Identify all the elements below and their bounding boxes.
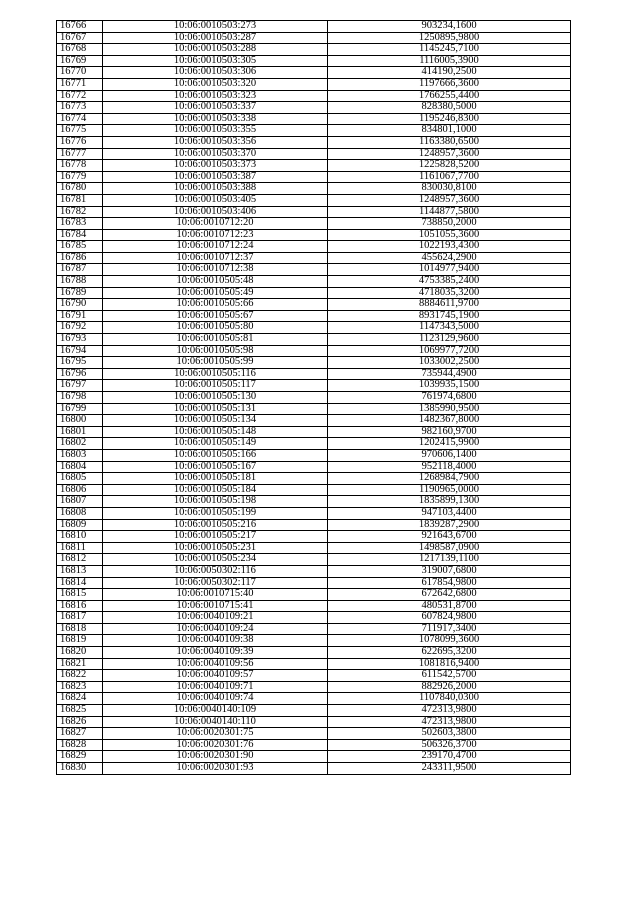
value-cell: 1195246,8300 <box>328 113 571 125</box>
table-row <box>57 473 571 485</box>
table-row <box>57 565 571 577</box>
table-row <box>57 623 571 635</box>
value-cell: 1161067,7700 <box>328 171 571 183</box>
table-row <box>57 612 571 624</box>
value-cell: 921643,6700 <box>328 531 571 543</box>
value-cell: 1248957,3600 <box>328 194 571 206</box>
value-cell: 1033002,2500 <box>328 357 571 369</box>
cadastral-number-cell: 10:06:0010712:20 <box>103 218 328 230</box>
row-number-cell: 16798 <box>57 392 103 404</box>
row-number-cell: 16823 <box>57 681 103 693</box>
table-row <box>57 554 571 566</box>
cadastral-number-cell: 10:06:0040109:56 <box>103 658 328 670</box>
table-row <box>57 705 571 717</box>
row-number-cell: 16805 <box>57 473 103 485</box>
cadastral-number-cell: 10:06:0040109:71 <box>103 681 328 693</box>
table-row <box>57 577 571 589</box>
value-cell: 239170,4700 <box>328 751 571 763</box>
table-row <box>57 55 571 67</box>
table-row <box>57 507 571 519</box>
row-number-cell: 16780 <box>57 183 103 195</box>
value-cell: 1069977,7200 <box>328 345 571 357</box>
row-number-cell: 16792 <box>57 322 103 334</box>
value-cell: 1107840,0300 <box>328 693 571 705</box>
cadastral-number-cell: 10:06:0010505:199 <box>103 507 328 519</box>
value-cell: 1147343,5000 <box>328 322 571 334</box>
cadastral-number-cell: 10:06:0050302:117 <box>103 577 328 589</box>
value-cell: 947103,4400 <box>328 507 571 519</box>
cadastral-number-cell: 10:06:0010503:373 <box>103 160 328 172</box>
value-cell: 1217139,1100 <box>328 554 571 566</box>
table-row <box>57 461 571 473</box>
value-cell: 622695,3200 <box>328 647 571 659</box>
table-row <box>57 658 571 670</box>
row-number-cell: 16824 <box>57 693 103 705</box>
table-row <box>57 183 571 195</box>
cadastral-number-cell: 10:06:0010505:98 <box>103 345 328 357</box>
cadastral-value-table <box>56 20 571 775</box>
row-number-cell: 16806 <box>57 484 103 496</box>
value-cell: 8931745,1900 <box>328 310 571 322</box>
table-row <box>57 44 571 56</box>
cadastral-number-cell: 10:06:0010503:305 <box>103 55 328 67</box>
table-row <box>57 635 571 647</box>
row-number-cell: 16784 <box>57 229 103 241</box>
cadastral-number-cell: 10:06:0050302:116 <box>103 565 328 577</box>
value-cell: 617854,9800 <box>328 577 571 589</box>
cadastral-number-cell: 10:06:0010505:130 <box>103 392 328 404</box>
row-number-cell: 16803 <box>57 449 103 461</box>
table-row <box>57 160 571 172</box>
row-number-cell: 16781 <box>57 194 103 206</box>
table-row <box>57 334 571 346</box>
value-cell: 1197666,3600 <box>328 78 571 90</box>
cadastral-number-cell: 10:06:0010712:37 <box>103 252 328 264</box>
value-cell: 319007,6800 <box>328 565 571 577</box>
cadastral-number-cell: 10:06:0010505:216 <box>103 519 328 531</box>
table-row <box>57 403 571 415</box>
value-cell: 4718035,3200 <box>328 287 571 299</box>
cadastral-number-cell: 10:06:0010712:24 <box>103 241 328 253</box>
table-row <box>57 763 571 775</box>
row-number-cell: 16827 <box>57 728 103 740</box>
cadastral-number-cell: 10:06:0010503:406 <box>103 206 328 218</box>
row-number-cell: 16782 <box>57 206 103 218</box>
cadastral-number-cell: 10:06:0040109:38 <box>103 635 328 647</box>
cadastral-number-cell: 10:06:0020301:75 <box>103 728 328 740</box>
table-row <box>57 449 571 461</box>
cadastral-number-cell: 10:06:0010715:40 <box>103 589 328 601</box>
table-row <box>57 392 571 404</box>
cadastral-number-cell: 10:06:0010505:231 <box>103 542 328 554</box>
table-row <box>57 693 571 705</box>
cadastral-number-cell: 10:06:0010505:48 <box>103 276 328 288</box>
row-number-cell: 16804 <box>57 461 103 473</box>
row-number-cell: 16822 <box>57 670 103 682</box>
value-cell: 1163380,6500 <box>328 136 571 148</box>
value-cell: 1081816,9400 <box>328 658 571 670</box>
table-row <box>57 102 571 114</box>
table-row <box>57 380 571 392</box>
value-cell: 1078099,3600 <box>328 635 571 647</box>
row-number-cell: 16811 <box>57 542 103 554</box>
row-number-cell: 16777 <box>57 148 103 160</box>
value-cell: 611542,5700 <box>328 670 571 682</box>
cadastral-number-cell: 10:06:0010503:288 <box>103 44 328 56</box>
value-cell: 970606,1400 <box>328 449 571 461</box>
row-number-cell: 16814 <box>57 577 103 589</box>
row-number-cell: 16771 <box>57 78 103 90</box>
value-cell: 1268984,7900 <box>328 473 571 485</box>
row-number-cell: 16767 <box>57 32 103 44</box>
row-number-cell: 16807 <box>57 496 103 508</box>
table-row <box>57 136 571 148</box>
cadastral-number-cell: 10:06:0010505:184 <box>103 484 328 496</box>
cadastral-number-cell: 10:06:0010503:323 <box>103 90 328 102</box>
cadastral-number-cell: 10:06:0010505:198 <box>103 496 328 508</box>
table-row <box>57 299 571 311</box>
value-cell: 1145245,7100 <box>328 44 571 56</box>
table-row <box>57 322 571 334</box>
value-cell: 480531,8700 <box>328 600 571 612</box>
value-cell: 4753385,2400 <box>328 276 571 288</box>
row-number-cell: 16786 <box>57 252 103 264</box>
value-cell: 761974,6800 <box>328 392 571 404</box>
table-row <box>57 229 571 241</box>
value-cell: 830030,8100 <box>328 183 571 195</box>
table-row <box>57 589 571 601</box>
table-row <box>57 368 571 380</box>
table-row <box>57 194 571 206</box>
value-cell: 1839287,2900 <box>328 519 571 531</box>
table-row <box>57 600 571 612</box>
row-number-cell: 16766 <box>57 21 103 33</box>
table-row <box>57 21 571 33</box>
value-cell: 1144877,5800 <box>328 206 571 218</box>
cadastral-number-cell: 10:06:0010503:306 <box>103 67 328 79</box>
table-body <box>57 21 571 775</box>
row-number-cell: 16783 <box>57 218 103 230</box>
value-cell: 1051055,3600 <box>328 229 571 241</box>
cadastral-number-cell: 10:06:0010505:67 <box>103 310 328 322</box>
row-number-cell: 16813 <box>57 565 103 577</box>
value-cell: 414190,2500 <box>328 67 571 79</box>
row-number-cell: 16797 <box>57 380 103 392</box>
table-row <box>57 310 571 322</box>
cadastral-number-cell: 10:06:0010505:134 <box>103 415 328 427</box>
table-row <box>57 647 571 659</box>
cadastral-number-cell: 10:06:0010505:234 <box>103 554 328 566</box>
table-row <box>57 681 571 693</box>
value-cell: 1482367,8000 <box>328 415 571 427</box>
table-row <box>57 171 571 183</box>
row-number-cell: 16812 <box>57 554 103 566</box>
cadastral-number-cell: 10:06:0010715:41 <box>103 600 328 612</box>
row-number-cell: 16830 <box>57 763 103 775</box>
row-number-cell: 16793 <box>57 334 103 346</box>
value-cell: 1022193,4300 <box>328 241 571 253</box>
row-number-cell: 16772 <box>57 90 103 102</box>
table-row <box>57 206 571 218</box>
cadastral-number-cell: 10:06:0040109:74 <box>103 693 328 705</box>
value-cell: 1385990,9500 <box>328 403 571 415</box>
table-row <box>57 670 571 682</box>
cadastral-number-cell: 10:06:0010712:23 <box>103 229 328 241</box>
value-cell: 472313,9800 <box>328 716 571 728</box>
cadastral-number-cell: 10:06:0010503:370 <box>103 148 328 160</box>
row-number-cell: 16810 <box>57 531 103 543</box>
cadastral-number-cell: 10:06:0010503:320 <box>103 78 328 90</box>
value-cell: 502603,3800 <box>328 728 571 740</box>
row-number-cell: 16808 <box>57 507 103 519</box>
row-number-cell: 16825 <box>57 705 103 717</box>
row-number-cell: 16796 <box>57 368 103 380</box>
cadastral-number-cell: 10:06:0010505:66 <box>103 299 328 311</box>
value-cell: 738850,2000 <box>328 218 571 230</box>
row-number-cell: 16817 <box>57 612 103 624</box>
value-cell: 672642,6800 <box>328 589 571 601</box>
row-number-cell: 16800 <box>57 415 103 427</box>
cadastral-number-cell: 10:06:0010503:405 <box>103 194 328 206</box>
cadastral-number-cell: 10:06:0010503:356 <box>103 136 328 148</box>
cadastral-number-cell: 10:06:0020301:93 <box>103 763 328 775</box>
row-number-cell: 16774 <box>57 113 103 125</box>
cadastral-number-cell: 10:06:0040109:21 <box>103 612 328 624</box>
value-cell: 1766255,4400 <box>328 90 571 102</box>
row-number-cell: 16815 <box>57 589 103 601</box>
cadastral-number-cell: 10:06:0010505:149 <box>103 438 328 450</box>
row-number-cell: 16819 <box>57 635 103 647</box>
row-number-cell: 16818 <box>57 623 103 635</box>
value-cell: 243311,9500 <box>328 763 571 775</box>
table-row <box>57 67 571 79</box>
cadastral-number-cell: 10:06:0040109:24 <box>103 623 328 635</box>
row-number-cell: 16785 <box>57 241 103 253</box>
table-row <box>57 415 571 427</box>
table-row <box>57 542 571 554</box>
row-number-cell: 16769 <box>57 55 103 67</box>
row-number-cell: 16773 <box>57 102 103 114</box>
cadastral-number-cell: 10:06:0010503:337 <box>103 102 328 114</box>
table-row <box>57 496 571 508</box>
table-row <box>57 426 571 438</box>
row-number-cell: 16799 <box>57 403 103 415</box>
cadastral-number-cell: 10:06:0010505:116 <box>103 368 328 380</box>
row-number-cell: 16776 <box>57 136 103 148</box>
cadastral-number-cell: 10:06:0010505:131 <box>103 403 328 415</box>
cadastral-number-cell: 10:06:0010505:80 <box>103 322 328 334</box>
table-row <box>57 90 571 102</box>
row-number-cell: 16779 <box>57 171 103 183</box>
cadastral-number-cell: 10:06:0020301:76 <box>103 739 328 751</box>
cadastral-number-cell: 10:06:0010503:388 <box>103 183 328 195</box>
row-number-cell: 16775 <box>57 125 103 137</box>
cadastral-number-cell: 10:06:0040109:57 <box>103 670 328 682</box>
row-number-cell: 16788 <box>57 276 103 288</box>
table-row <box>57 531 571 543</box>
row-number-cell: 16789 <box>57 287 103 299</box>
table-row <box>57 287 571 299</box>
row-number-cell: 16821 <box>57 658 103 670</box>
cadastral-number-cell: 10:06:0010505:117 <box>103 380 328 392</box>
table-row <box>57 125 571 137</box>
cadastral-number-cell: 10:06:0010505:217 <box>103 531 328 543</box>
cadastral-number-cell: 10:06:0010503:287 <box>103 32 328 44</box>
row-number-cell: 16820 <box>57 647 103 659</box>
table-row <box>57 739 571 751</box>
value-cell: 1116005,3900 <box>328 55 571 67</box>
cadastral-number-cell: 10:06:0010505:148 <box>103 426 328 438</box>
row-number-cell: 16791 <box>57 310 103 322</box>
row-number-cell: 16828 <box>57 739 103 751</box>
value-cell: 982160,9700 <box>328 426 571 438</box>
value-cell: 1498587,0900 <box>328 542 571 554</box>
table-row <box>57 218 571 230</box>
cadastral-number-cell: 10:06:0010503:387 <box>103 171 328 183</box>
table-row <box>57 264 571 276</box>
row-number-cell: 16802 <box>57 438 103 450</box>
row-number-cell: 16790 <box>57 299 103 311</box>
value-cell: 506326,3700 <box>328 739 571 751</box>
cadastral-number-cell: 10:06:0010505:49 <box>103 287 328 299</box>
value-cell: 1225828,5200 <box>328 160 571 172</box>
cadastral-number-cell: 10:06:0010712:38 <box>103 264 328 276</box>
cadastral-number-cell: 10:06:0010505:167 <box>103 461 328 473</box>
table-row <box>57 438 571 450</box>
value-cell: 472313,9800 <box>328 705 571 717</box>
row-number-cell: 16816 <box>57 600 103 612</box>
value-cell: 828380,5000 <box>328 102 571 114</box>
row-number-cell: 16778 <box>57 160 103 172</box>
value-cell: 1014977,9400 <box>328 264 571 276</box>
row-number-cell: 16809 <box>57 519 103 531</box>
table-row <box>57 113 571 125</box>
table-row <box>57 148 571 160</box>
cadastral-number-cell: 10:06:0010505:181 <box>103 473 328 485</box>
table-row <box>57 252 571 264</box>
cadastral-number-cell: 10:06:0010503:338 <box>103 113 328 125</box>
row-number-cell: 16794 <box>57 345 103 357</box>
row-number-cell: 16801 <box>57 426 103 438</box>
row-number-cell: 16829 <box>57 751 103 763</box>
row-number-cell: 16826 <box>57 716 103 728</box>
value-cell: 1190965,0000 <box>328 484 571 496</box>
cadastral-number-cell: 10:06:0010503:355 <box>103 125 328 137</box>
cadastral-number-cell: 10:06:0020301:90 <box>103 751 328 763</box>
cadastral-number-cell: 10:06:0010505:166 <box>103 449 328 461</box>
row-number-cell: 16795 <box>57 357 103 369</box>
table-row <box>57 78 571 90</box>
table-row <box>57 728 571 740</box>
table-row <box>57 357 571 369</box>
table-row <box>57 716 571 728</box>
table-row <box>57 241 571 253</box>
value-cell: 1835899,1300 <box>328 496 571 508</box>
value-cell: 1123129,9600 <box>328 334 571 346</box>
cadastral-number-cell: 10:06:0040140:109 <box>103 705 328 717</box>
cadastral-number-cell: 10:06:0010505:81 <box>103 334 328 346</box>
table-row <box>57 345 571 357</box>
value-cell: 735944,4900 <box>328 368 571 380</box>
row-number-cell: 16770 <box>57 67 103 79</box>
cadastral-number-cell: 10:06:0010503:273 <box>103 21 328 33</box>
table-row <box>57 32 571 44</box>
table-row <box>57 484 571 496</box>
table-row <box>57 276 571 288</box>
cadastral-number-cell: 10:06:0040140:110 <box>103 716 328 728</box>
table-row <box>57 751 571 763</box>
value-cell: 1250895,9800 <box>328 32 571 44</box>
value-cell: 882926,2000 <box>328 681 571 693</box>
value-cell: 903234,1600 <box>328 21 571 33</box>
value-cell: 8884611,9700 <box>328 299 571 311</box>
value-cell: 711917,3400 <box>328 623 571 635</box>
value-cell: 607824,9800 <box>328 612 571 624</box>
value-cell: 952118,4000 <box>328 461 571 473</box>
table-row <box>57 519 571 531</box>
value-cell: 1248957,3600 <box>328 148 571 160</box>
cadastral-number-cell: 10:06:0040109:39 <box>103 647 328 659</box>
row-number-cell: 16768 <box>57 44 103 56</box>
cadastral-number-cell: 10:06:0010505:99 <box>103 357 328 369</box>
value-cell: 1202415,9900 <box>328 438 571 450</box>
value-cell: 455624,2900 <box>328 252 571 264</box>
row-number-cell: 16787 <box>57 264 103 276</box>
value-cell: 1039935,1500 <box>328 380 571 392</box>
value-cell: 834801,1000 <box>328 125 571 137</box>
